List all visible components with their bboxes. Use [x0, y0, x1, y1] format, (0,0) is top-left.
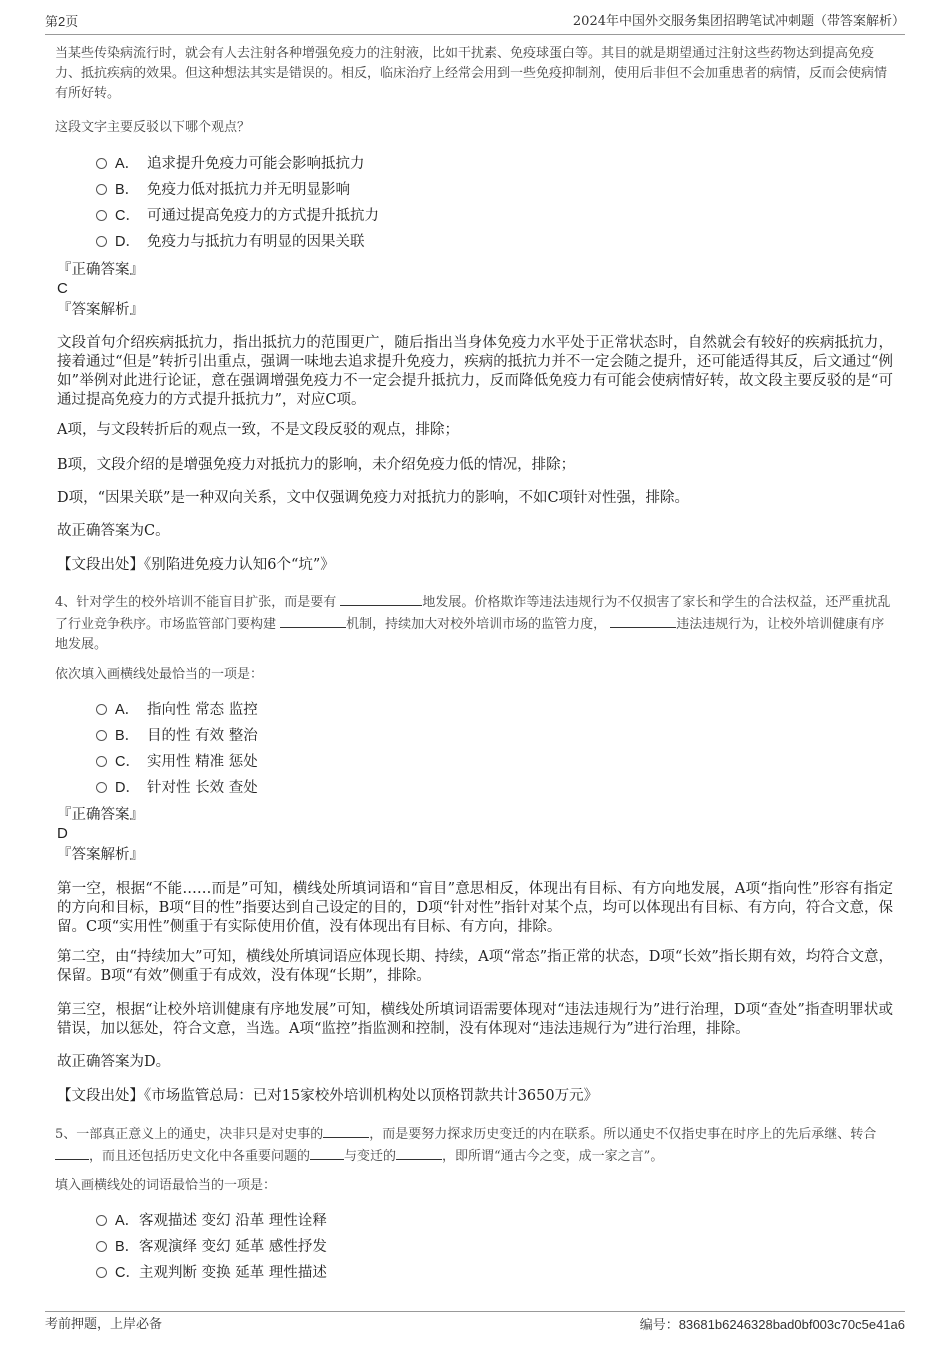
q5-option-a[interactable]: A．客观描述 变幻 沿革 理性诠释: [96, 1208, 327, 1234]
q3-analysis-label: 『答案解析』: [57, 302, 144, 318]
radio-icon[interactable]: [96, 704, 107, 715]
q4-option-a[interactable]: A． 指向性 常态 监控: [96, 697, 258, 723]
q4-analysis-paragraph: 故正确答案为D。: [57, 1054, 171, 1070]
blank-3: [610, 613, 676, 628]
blank-4: [396, 1145, 442, 1160]
q5-stem: 5、一部真正意义上的通史，决非只是对史事的 ，而是要努力探求历史变迁的内在联系。所以通史不仅指史事在时序上的先后承继、转合，而且还包括历史文化中各重要问题的 与变迁的 ，即所谓“通古今之变，成一家之言”。: [55, 1123, 895, 1167]
q3-analysis-paragraph: B项，文段介绍的是增强免疫力对抵抗力的影响，未介绍免疫力低的情况，排除；: [57, 457, 576, 473]
q5-option-b[interactable]: B．客观演绎 变幻 延革 感性抒发: [96, 1234, 327, 1260]
q4-source: 【文段出处】《市场监管总局：已对15家校外培训机构处以顶格罚款共计3650万元》: [57, 1088, 599, 1104]
radio-icon[interactable]: [96, 158, 107, 169]
q3-passage: 当某些传染病流行时，就会有人去注射各种增强免疫力的注射液，比如干扰素、免疫球蛋白等。其目的就是期望通过注射这些药物达到提高免疫力、抵抗疾病的效果。但这种想法其实是错误的。相反，临床治疗上经常会用到一些免疫抑制剂，使用后非但不会加重患者的病情，反而会使病情有所好转。: [55, 46, 888, 101]
radio-icon[interactable]: [96, 236, 107, 247]
radio-icon[interactable]: [96, 210, 107, 221]
blank-2: [55, 1145, 89, 1160]
q4-analysis-label: 『答案解析』: [57, 847, 144, 863]
q3-option-b[interactable]: B． 免疫力低对抵抗力并无明显影响: [96, 177, 379, 203]
page-number: 第2页: [45, 14, 79, 29]
q3-option-a[interactable]: A． 追求提升免疫力可能会影响抵抗力: [96, 151, 379, 177]
radio-icon[interactable]: [96, 1267, 107, 1278]
document-id: 编号：83681b6246328bad0bf003c70c5e41a6: [639, 1317, 905, 1332]
q5-question: 填入画横线处的词语最恰当的一项是：: [55, 1178, 277, 1193]
q3-options: [96, 151, 379, 255]
document-title: 2024年中国外交服务集团招聘笔试冲刺题（带答案解析）: [572, 14, 905, 29]
q4-analysis-paragraph: 第一空，根据“不能……而是”可知，横线处所填词语和“盲目”意思相反，体现出有目标、有方向地发展，A项“指向性”形容有指定的方向和目标，B项“目的性”指要达到自己设定的目的，D项“针对性”指针对某个点，均可以体现出有目标、有方向，符合文意，保留。C项“实用性”侧重于有实际使用价值，没有体现出有目标、有方向，排除。: [57, 881, 893, 935]
q4-question: 依次填入画横线处最恰当的一项是：: [55, 667, 264, 682]
q3-analysis-paragraph: A项，与文段转折后的观点一致，不是文段反驳的观点，排除；: [57, 422, 459, 438]
q3-answer-label: 『正确答案』: [57, 262, 144, 278]
page-header: [45, 12, 905, 35]
blank-1: [340, 591, 422, 606]
q5-options: [96, 1208, 327, 1286]
q3-analysis-paragraph: 文段首句介绍疾病抵抗力，指出抵抗力的范围更广，随后指出当身体免疫力水平处于正常状态时，自然就会有较好的疾病抵抗力，接着通过“但是”转折引出重点，强调一味地去追求提升免疫力，疾病的抵抗力并不一定会随之提升，还可能适得其反，后文通过“例如”举例对此进行论证，意在强调增强免疫力不一定会提升抵抗力，反而降低免疫力有可能会使病情好转，故文段主要反驳的是“可通过提高免疫力的方式提升抵抗力”，对应C项。: [57, 335, 893, 408]
radio-icon[interactable]: [96, 756, 107, 767]
q3-option-d[interactable]: D． 免疫力与抵抗力有明显的因果关联: [96, 229, 379, 255]
q4-analysis-paragraph: 第三空，根据“让校外培训健康有序地发展”可知，横线处所填词语需要体现对“违法违规行为”进行治理，D项“查处”指查明罪状或错误，加以惩处，符合文意，当选。A项“监控”指监测和控制，没有体现对“违法违规行为”进行治理，排除。: [57, 1002, 893, 1037]
q3-analysis-paragraph: 故正确答案为C。: [57, 523, 170, 539]
q4-option-d[interactable]: D． 针对性 长效 查处: [96, 775, 258, 801]
q4-stem: 4、针对学生的校外培训不能盲目扩张，而是要有 地发展。价格欺诈等违法违规行为不仅损害了家长和学生的合法权益，还严重扰乱了行业竞争秩序。市场监管部门要构建 机制，持续加大对校外培训市场的监管力度， 违法违规行为，让校外培训健康有序地发展。: [55, 591, 895, 655]
q4-answer: D: [57, 825, 68, 842]
radio-icon[interactable]: [96, 730, 107, 741]
q3-option-c[interactable]: C． 可通过提高免疫力的方式提升抵抗力: [96, 203, 379, 229]
radio-icon[interactable]: [96, 1215, 107, 1226]
radio-icon[interactable]: [96, 782, 107, 793]
blank-2: [280, 613, 346, 628]
q4-answer-label: 『正确答案』: [57, 807, 144, 823]
q4-options: [96, 697, 258, 801]
radio-icon[interactable]: [96, 1241, 107, 1252]
blank-3: [310, 1145, 344, 1160]
q3-analysis-paragraph: D项，“因果关联”是一种双向关系，文中仅强调免疫力对抵抗力的影响，不如C项针对性强，排除。: [57, 490, 690, 506]
q3-question: 这段文字主要反驳以下哪个观点？: [55, 120, 251, 135]
page-footer: [45, 1311, 905, 1334]
q4-option-b[interactable]: B． 目的性 有效 整治: [96, 723, 258, 749]
q4-option-c[interactable]: C． 实用性 精准 惩处: [96, 749, 258, 775]
q4-analysis-paragraph: 第二空，由“持续加大”可知，横线处所填词语应体现长期、持续，A项“常态”指正常的状态，D项“长效”指长期有效，均符合文意，保留。B项“有效”侧重于有成效，没有体现“长期”，排除。: [57, 949, 893, 984]
q3-answer: C: [57, 280, 68, 297]
radio-icon[interactable]: [96, 184, 107, 195]
q5-option-c[interactable]: C．主观判断 变换 延革 理性描述: [96, 1260, 327, 1286]
blank-1: [323, 1123, 369, 1138]
q3-source: 【文段出处】《别陷进免疫力认知6个“坑”》: [57, 557, 335, 573]
footer-slogan: 考前押题，上岸必备: [45, 1317, 163, 1332]
